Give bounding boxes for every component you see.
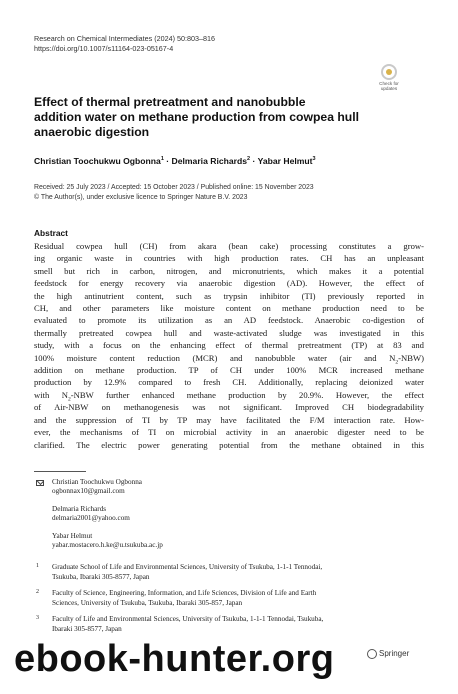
affiliation-marker: 2 bbox=[247, 156, 251, 163]
copyright-line: © The Author(s), under exclusive licence to Springer Nature B.V. 2023 bbox=[34, 193, 248, 201]
title-line: addition water on methane production from cowpea hull bbox=[34, 110, 360, 124]
affiliation bbox=[52, 615, 422, 634]
abstract-line-part: with N bbox=[34, 389, 68, 400]
abstract-line-part: -NBW) bbox=[398, 352, 424, 363]
abstract-line-part: -NBW further enhanced methane production by 20.9%. However, the effect bbox=[70, 389, 424, 400]
abstract-line: the high antinutrient content, such as trypsin inhibitor (TI) previously reported in bbox=[34, 290, 424, 301]
abstract-line: Residual cowpea hull (CH) from akara (bean cake) processing constitutes a grow- bbox=[34, 241, 424, 251]
title-line: Effect of thermal pretreatment and nanobubble bbox=[34, 95, 306, 109]
envelope-icon bbox=[36, 480, 44, 486]
paper-title bbox=[34, 95, 364, 140]
affiliation-marker: 3 bbox=[312, 156, 316, 163]
badge-label-line2: updates bbox=[380, 86, 398, 92]
author-name[interactable]: Christian Toochukwu Ogbonna bbox=[34, 156, 161, 166]
abstract-line: addition on methane production. TP of CH under 100% MCR increased methane bbox=[34, 365, 424, 376]
abstract-heading: Abstract bbox=[34, 228, 68, 238]
badge-label-line1: Check for bbox=[379, 81, 399, 86]
check-for-updates-badge[interactable] bbox=[374, 64, 404, 97]
author-name[interactable]: Yabar Helmut bbox=[257, 156, 313, 166]
abstract-line: study, with a focus on the enhancing effect of thermal pretreatment (TP) at 83 and bbox=[34, 340, 424, 351]
affiliation-number: 1 bbox=[36, 563, 39, 569]
author-list bbox=[34, 156, 434, 166]
journal-header bbox=[34, 34, 215, 53]
affiliation-number: 3 bbox=[36, 615, 39, 621]
author-email[interactable]: yabar.mostacero.h.ke@u.tsukuba.ac.jp bbox=[52, 541, 163, 550]
abstract-line: ing organic waste in countries with high production rates. CH has an unpleasant bbox=[34, 253, 424, 264]
affiliation-number: 2 bbox=[36, 589, 39, 595]
author-name: Delmaria Richards bbox=[52, 504, 107, 513]
publication-dates bbox=[34, 183, 434, 202]
abstract-line: clarified. The electric power generating potential from the methane obtained in this bbox=[34, 439, 424, 450]
dates-line: Received: 25 July 2023 / Accepted: 15 October 2023 / Published online: 15 November 2023 bbox=[34, 184, 314, 191]
author-name[interactable]: Delmaria Richards bbox=[171, 156, 248, 166]
title-line: anaerobic digestion bbox=[34, 125, 150, 139]
abstract-line-part: 100% moisture content reduction (MCR) and nanobubble water (air and N bbox=[34, 352, 396, 363]
affiliation-line: Tsukuba, Ibaraki 305-8577, Japan bbox=[52, 572, 150, 581]
affiliation-marker: 1 bbox=[160, 156, 164, 163]
publisher-name: Springer bbox=[379, 649, 410, 659]
abstract-line: ever, the mechanisms of TI on microbial activity in an anaerobic digester need to be bbox=[34, 427, 424, 438]
watermark: ebook-hunter.org bbox=[14, 638, 335, 680]
abstract-line: production by 12.9% compared to fresh CH. Additionally, replacing deionized water bbox=[34, 377, 424, 388]
abstract-line: and the suppression of TI by TP may have facilitated the F/M interaction rate. How- bbox=[34, 414, 424, 425]
abstract-line: evaluated to promote its utilization as an AD feedstock. Anaerobic co-digestion of bbox=[34, 315, 424, 326]
correspondence-block bbox=[52, 478, 163, 550]
subscript: 2 bbox=[395, 359, 399, 366]
author-email[interactable]: ogbonnax10@gmail.com bbox=[52, 487, 125, 496]
badge-label bbox=[374, 81, 404, 91]
affiliation-line: Faculty of Science, Engineering, Information, and Life Sciences, Division of Life and Earth bbox=[52, 589, 317, 597]
abstract-line: CH, and other parameters like moisture content on methane production need to be bbox=[34, 303, 424, 314]
abstract-line: of Air-NBW on methanogenesis was not significant. Improved CH biodegradability bbox=[34, 402, 424, 413]
abstract-line: feedstock for energy recovery via anaerobic digestion (AD). However, the effect of bbox=[34, 278, 424, 289]
abstract-body bbox=[34, 240, 424, 451]
affiliation bbox=[52, 589, 422, 608]
abstract-line bbox=[34, 352, 424, 364]
author-name: Yabar Helmut bbox=[52, 531, 93, 540]
abstract-line: thermally pretreated cowpea hull and waste-activated sludge was investigated in this bbox=[34, 327, 424, 338]
abstract-line: smell but rich in carbon, nitrogen, and micronutrients, which makes it a potential bbox=[34, 265, 424, 276]
affiliation-line: Ibaraki 305-8577, Japan bbox=[52, 624, 122, 633]
subscript: 2 bbox=[67, 396, 71, 403]
author-name: Christian Toochukwu Ogbonna bbox=[52, 478, 142, 486]
author-separator: · bbox=[163, 156, 172, 166]
abstract-line bbox=[34, 389, 424, 401]
journal-citation: Research on Chemical Intermediates (2024) 50:803–816 bbox=[34, 34, 215, 43]
affiliation-line: Sciences, University of Tsukuba, Tsukuba, Ibaraki 305-857, Japan bbox=[52, 598, 243, 607]
author-email[interactable]: delmaria2001@yahoo.com bbox=[52, 514, 130, 523]
affiliation bbox=[52, 563, 422, 582]
author-separator: · bbox=[250, 156, 258, 166]
footnote-divider bbox=[34, 471, 86, 472]
affiliation-line: Faculty of Life and Environmental Sciences, University of Tsukuba, 1-1-1 Tennodai, Tsukuba, bbox=[52, 615, 324, 623]
affiliation-line: Graduate School of Life and Environmental Sciences, University of Tsukuba, 1-1-1 Tennodai, bbox=[52, 563, 323, 571]
check-for-updates-icon bbox=[381, 64, 397, 80]
doi-link[interactable]: https://doi.org/10.1007/s11164-023-05167-4 bbox=[34, 43, 174, 53]
